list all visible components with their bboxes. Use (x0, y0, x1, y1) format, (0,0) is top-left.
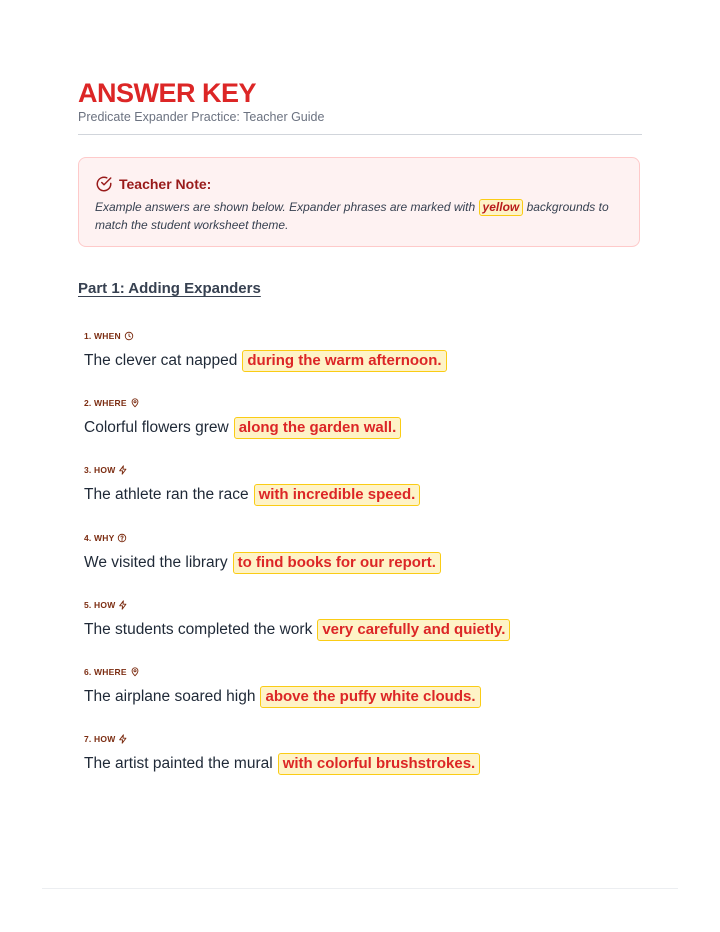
teacher-note-title: Teacher Note: (119, 176, 212, 192)
sentence-base: The students completed the work (84, 620, 313, 638)
expander-phrase: very carefully and quietly. (317, 619, 510, 641)
item-label-text: 7. HOW (84, 734, 116, 745)
expander-item (84, 666, 640, 709)
expander-item (84, 599, 640, 642)
check-circle-icon (95, 175, 113, 193)
expander-phrase: along the garden wall. (234, 417, 402, 439)
part-1-title: Part 1: Adding Expanders (78, 280, 261, 297)
note-highlight-word: yellow (479, 199, 524, 216)
lightning-bolt-icon (118, 465, 128, 475)
sentence-base: The airplane soared high (84, 688, 256, 705)
item-sentence (84, 685, 640, 709)
item-sentence (84, 416, 640, 440)
lightning-bolt-icon (118, 734, 128, 744)
teacher-note-body (95, 198, 625, 234)
sentence-base: Colorful flowers grew (84, 419, 229, 437)
item-sentence (84, 618, 640, 642)
sentence-base: We visited the library (84, 553, 228, 571)
item-label (84, 666, 640, 678)
item-label (84, 397, 640, 409)
note-text-after: backgrounds to match the student worksheet theme. (95, 200, 609, 232)
item-label (84, 532, 640, 544)
expander-item (84, 464, 640, 507)
teacher-note-box (78, 157, 640, 247)
footer-divider (42, 888, 678, 889)
expander-phrase: above the puffy white clouds. (260, 686, 480, 708)
lightning-bolt-icon (118, 600, 128, 610)
sentence-base: The athlete ran the race (84, 486, 249, 504)
item-label-text: 5. HOW (84, 599, 116, 610)
item-sentence (84, 551, 640, 575)
clock-icon (124, 331, 134, 341)
expander-phrase: during the warm afternoon. (242, 350, 446, 372)
item-label-text: 1. WHEN (84, 331, 121, 341)
sentence-base: The clever cat napped (84, 352, 238, 369)
item-label-text: 4. WHY (84, 532, 115, 543)
item-sentence (84, 752, 640, 776)
expander-item (84, 532, 640, 575)
item-label-text: 3. HOW (84, 465, 116, 476)
expander-item (84, 330, 640, 373)
item-label-text: 2. WHERE (84, 398, 127, 409)
item-label (84, 330, 640, 342)
expander-item (84, 397, 640, 440)
header-divider (78, 134, 642, 135)
expander-phrase: with incredible speed. (254, 484, 421, 506)
location-pin-icon (130, 667, 140, 677)
item-label (84, 733, 640, 745)
question-circle-icon (117, 533, 127, 543)
note-text-before: Example answers are shown below. Expander phrases are marked with (95, 200, 476, 214)
sentence-base: The artist painted the mural (84, 755, 273, 773)
expander-phrase: with colorful brushstrokes. (278, 753, 481, 775)
page-subtitle: Predicate Expander Practice: Teacher Guide (78, 110, 325, 124)
page-title: ANSWER KEY (78, 78, 257, 108)
item-label (84, 464, 640, 476)
expander-phrase: to find books for our report. (233, 552, 441, 574)
item-sentence (84, 483, 640, 507)
item-label-text: 6. WHERE (84, 667, 127, 677)
expander-item (84, 733, 640, 776)
item-label (84, 599, 640, 611)
location-pin-icon (130, 398, 140, 408)
item-sentence (84, 349, 640, 373)
